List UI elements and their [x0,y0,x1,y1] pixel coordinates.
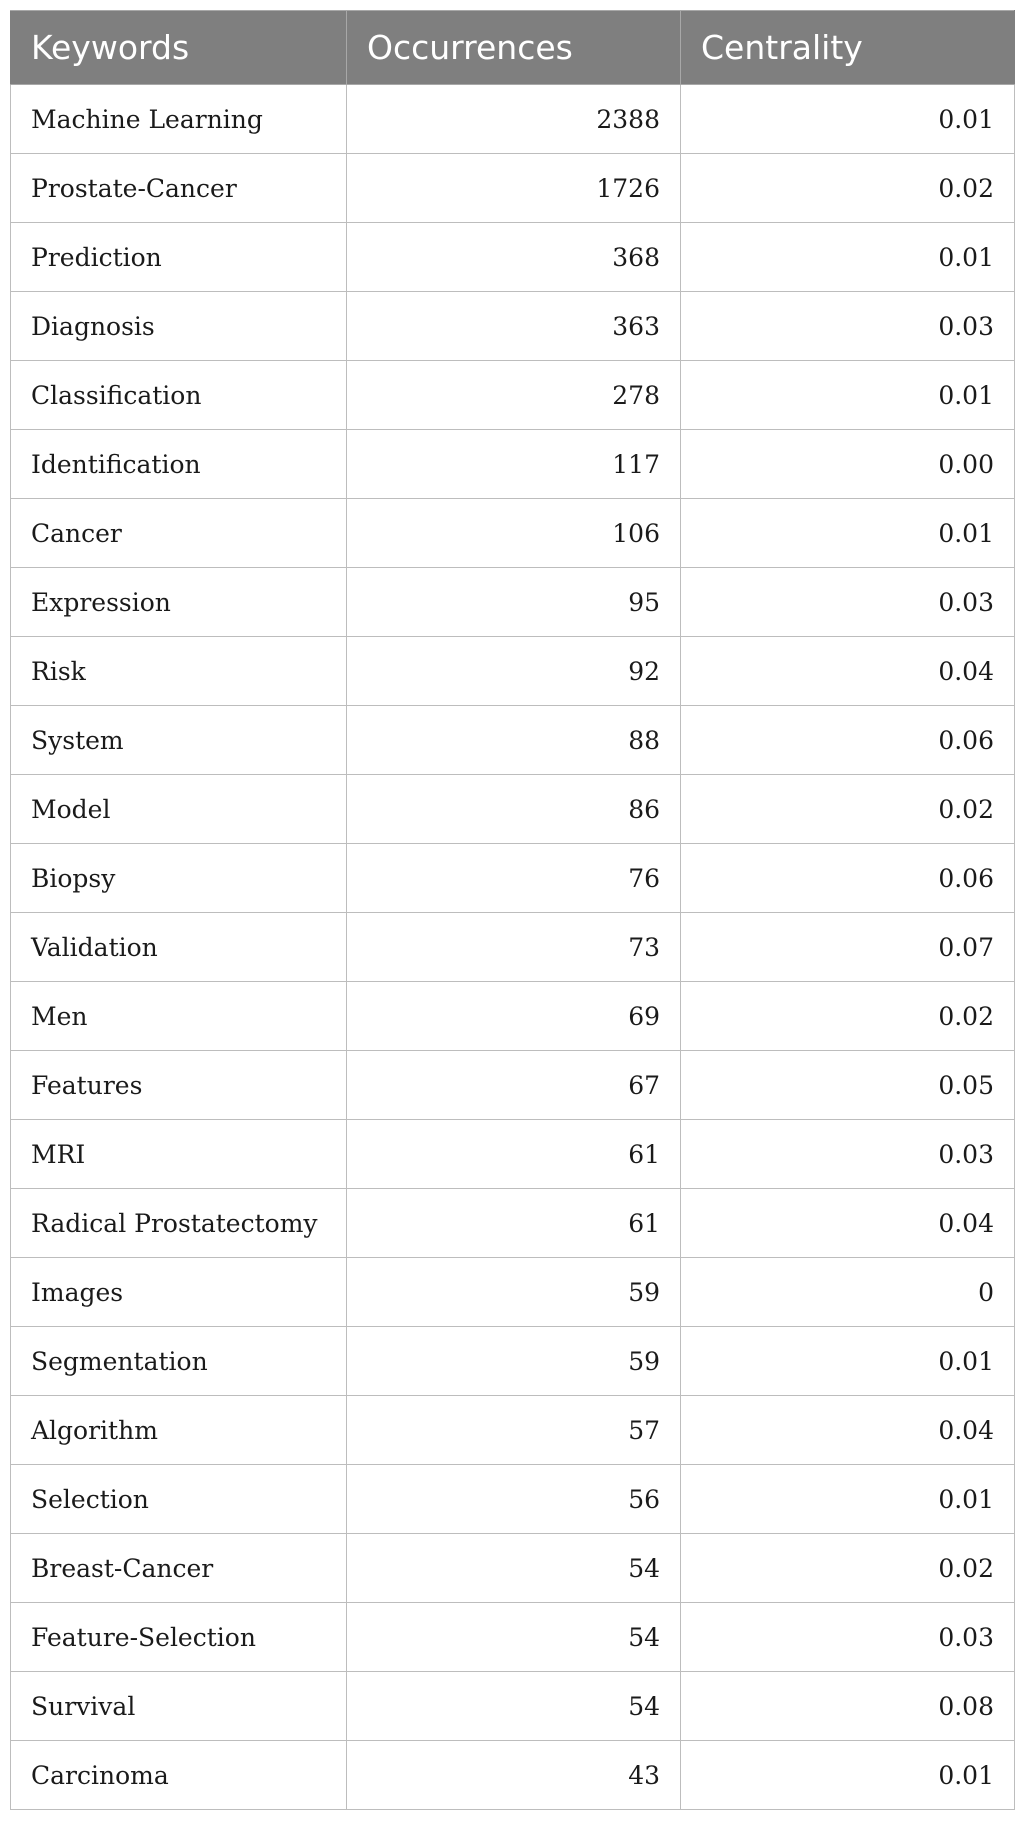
keyword-cell: Diagnosis [11,292,347,361]
keyword-cell: Carcinoma [11,1741,347,1810]
keyword-cell: Identification [11,430,347,499]
centrality-cell: 0.01 [681,1327,1015,1396]
keyword-cell: Radical Prostatectomy [11,1189,347,1258]
table-row [11,85,1015,154]
header-occurrences: Occurrences [347,11,681,85]
table-row [11,1534,1015,1603]
table-row [11,1741,1015,1810]
occurrences-cell: 69 [347,982,681,1051]
keywords-table [10,10,1015,1810]
centrality-cell: 0.01 [681,1465,1015,1534]
keyword-cell: Prostate-Cancer [11,154,347,223]
table-row [11,430,1015,499]
occurrences-cell: 59 [347,1327,681,1396]
header-centrality: Centrality [681,11,1015,85]
occurrences-cell: 2388 [347,85,681,154]
centrality-cell: 0.03 [681,1120,1015,1189]
keywords-table-container [10,10,1014,1810]
keyword-cell: Biopsy [11,844,347,913]
centrality-cell: 0.02 [681,775,1015,844]
centrality-cell: 0.01 [681,361,1015,430]
table-header [11,11,1015,85]
occurrences-cell: 117 [347,430,681,499]
centrality-cell: 0.06 [681,844,1015,913]
occurrences-cell: 59 [347,1258,681,1327]
centrality-cell: 0.03 [681,1603,1015,1672]
occurrences-cell: 368 [347,223,681,292]
table-row [11,154,1015,223]
occurrences-cell: 1726 [347,154,681,223]
centrality-cell: 0.04 [681,1189,1015,1258]
keyword-cell: Feature-Selection [11,1603,347,1672]
centrality-cell: 0.01 [681,1741,1015,1810]
table-row [11,292,1015,361]
keyword-cell: Model [11,775,347,844]
table-row [11,1396,1015,1465]
occurrences-cell: 106 [347,499,681,568]
table-row [11,1189,1015,1258]
table-row [11,775,1015,844]
occurrences-cell: 76 [347,844,681,913]
table-body [11,85,1015,1810]
occurrences-cell: 54 [347,1534,681,1603]
table-row [11,637,1015,706]
centrality-cell: 0.01 [681,85,1015,154]
keyword-cell: Prediction [11,223,347,292]
occurrences-cell: 86 [347,775,681,844]
centrality-cell: 0.04 [681,1396,1015,1465]
centrality-cell: 0.01 [681,223,1015,292]
table-row [11,361,1015,430]
table-row [11,913,1015,982]
occurrences-cell: 54 [347,1672,681,1741]
centrality-cell: 0.03 [681,292,1015,361]
table-row [11,982,1015,1051]
table-row [11,1051,1015,1120]
occurrences-cell: 57 [347,1396,681,1465]
table-row [11,568,1015,637]
occurrences-cell: 278 [347,361,681,430]
centrality-cell: 0.06 [681,706,1015,775]
table-row [11,1258,1015,1327]
keyword-cell: System [11,706,347,775]
centrality-cell: 0.02 [681,1534,1015,1603]
header-keywords: Keywords [11,11,347,85]
occurrences-cell: 73 [347,913,681,982]
keyword-cell: Selection [11,1465,347,1534]
keyword-cell: Segmentation [11,1327,347,1396]
centrality-cell: 0.07 [681,913,1015,982]
keyword-cell: Machine Learning [11,85,347,154]
keyword-cell: Survival [11,1672,347,1741]
centrality-cell: 0.04 [681,637,1015,706]
occurrences-cell: 95 [347,568,681,637]
centrality-cell: 0.02 [681,982,1015,1051]
keyword-cell: Cancer [11,499,347,568]
table-row [11,706,1015,775]
table-row [11,1672,1015,1741]
centrality-cell: 0.05 [681,1051,1015,1120]
table-row [11,1120,1015,1189]
centrality-cell: 0.00 [681,430,1015,499]
keyword-cell: Classification [11,361,347,430]
keyword-cell: Features [11,1051,347,1120]
table-row [11,223,1015,292]
occurrences-cell: 56 [347,1465,681,1534]
centrality-cell: 0.02 [681,154,1015,223]
occurrences-cell: 363 [347,292,681,361]
occurrences-cell: 92 [347,637,681,706]
keyword-cell: Validation [11,913,347,982]
keyword-cell: Breast-Cancer [11,1534,347,1603]
centrality-cell: 0.01 [681,499,1015,568]
table-row [11,499,1015,568]
centrality-cell: 0 [681,1258,1015,1327]
keyword-cell: MRI [11,1120,347,1189]
occurrences-cell: 61 [347,1120,681,1189]
centrality-cell: 0.03 [681,568,1015,637]
keyword-cell: Algorithm [11,1396,347,1465]
keyword-cell: Risk [11,637,347,706]
table-row [11,1465,1015,1534]
keyword-cell: Men [11,982,347,1051]
keyword-cell: Expression [11,568,347,637]
occurrences-cell: 61 [347,1189,681,1258]
occurrences-cell: 88 [347,706,681,775]
table-row [11,1603,1015,1672]
occurrences-cell: 43 [347,1741,681,1810]
table-row [11,844,1015,913]
header-row [11,11,1015,85]
centrality-cell: 0.08 [681,1672,1015,1741]
keyword-cell: Images [11,1258,347,1327]
occurrences-cell: 54 [347,1603,681,1672]
occurrences-cell: 67 [347,1051,681,1120]
table-row [11,1327,1015,1396]
